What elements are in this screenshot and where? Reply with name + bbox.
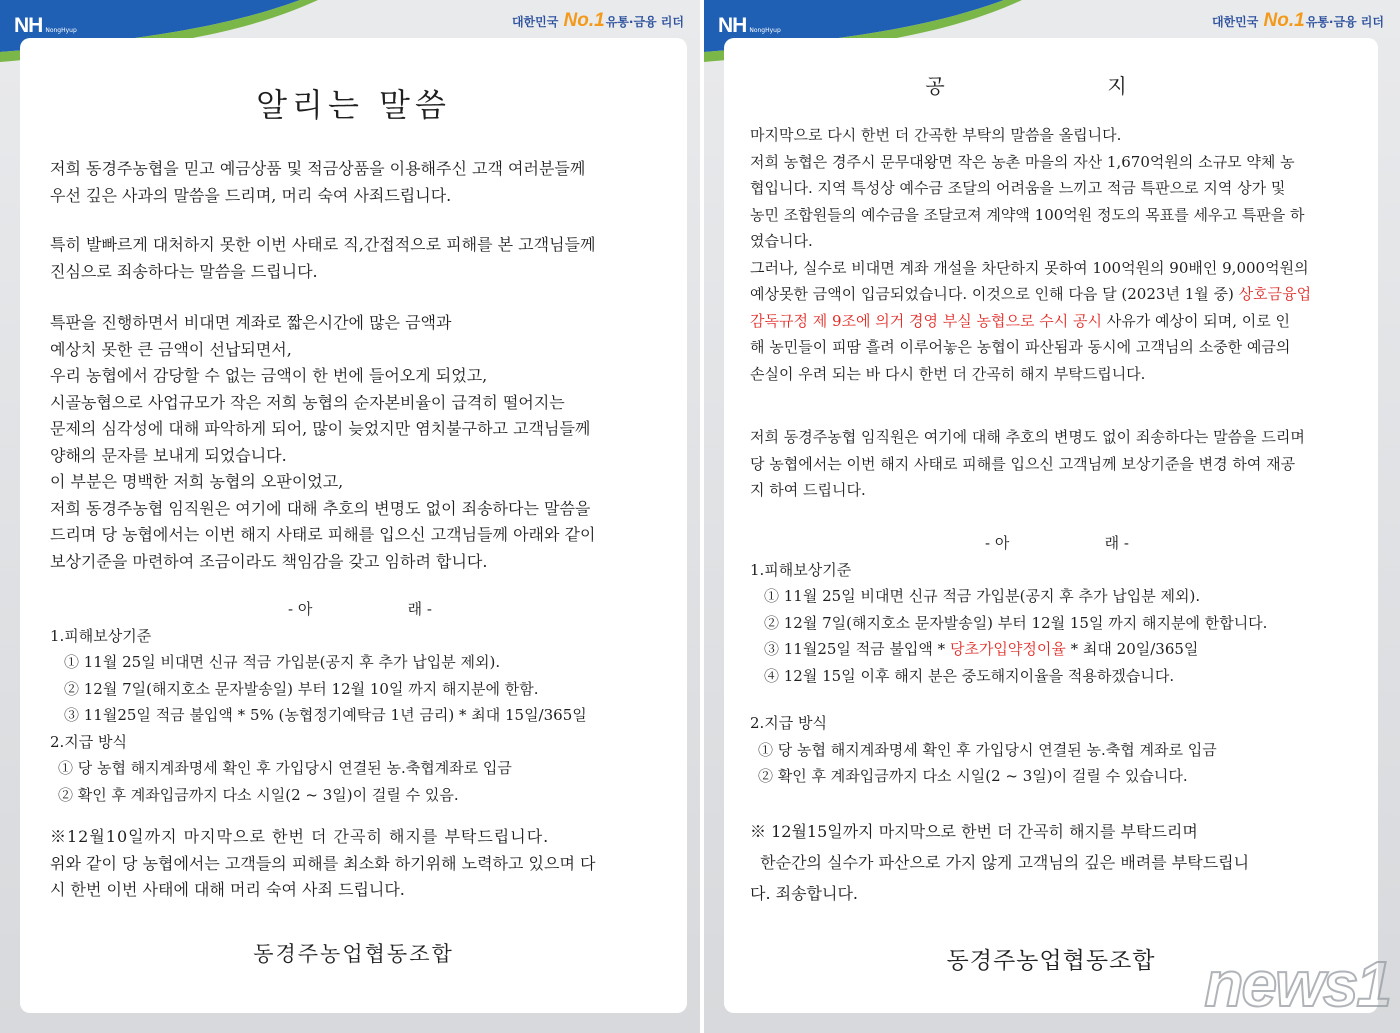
list-item: ③ 11월25일 적금 불입액 * 5% (농협정기예탁금 1년 금리) * 최대 15일/365일 <box>64 706 587 724</box>
signature: 동경주농업협동조합 <box>946 948 1156 974</box>
highlight-red: 당초가입약정이율 <box>949 640 1066 658</box>
list-item: ① 당 농협 해지계좌명세 확인 후 가입당시 연결된 농.축협 계좌로 입금 <box>758 740 1217 759</box>
signature: 동경주농업협동조합 <box>253 942 454 966</box>
paragraph-apology: 저희 동경주농협 임직원은 여기에 대해 추호의 변명도 없이 죄송하다는 말씀을 드리며 당 농협에서는 이번 해지 사태로 피해를 입으신 고객님께 보상기준을 변경 하여 재공 지 하여 드립니다. <box>750 428 1305 499</box>
section-heading: 2.지급 방식 <box>50 732 128 751</box>
notice-panel-right <box>704 0 1400 1033</box>
page-title: 알리는 말씀 <box>256 86 451 124</box>
payment-section <box>750 710 1364 790</box>
notice-document <box>724 38 1378 1013</box>
list-item: ④ 12월 15일 이후 해지 분은 중도해지이율을 적용하겠습니다. <box>764 666 1175 685</box>
nh-logo-small: NongHyup <box>45 27 77 34</box>
list-item: ② 12월 7일(해지호소 문자발송일) 부터 12월 10일 까지 해지분에 한함. <box>64 679 539 698</box>
notice-document <box>20 38 687 1013</box>
paragraph-sorry: 특히 발빠르게 대처하지 못한 이번 사태로 직,간접적으로 피해를 본 고객님들께 진심으로 죄송하다는 말씀을 드립니다. <box>50 235 596 281</box>
closing-paragraph: ※12월10일까지 마지막으로 한번 더 간곡히 해지를 부탁드립니다. 위와 같이 당 농협에서는 고객들의 피해를 최소화 하기위해 노력하고 있으며 다 시 한번 이번 사태에 대해 머리 숙여 사죄 드립니다. <box>50 827 596 899</box>
nh-logo <box>718 14 781 38</box>
closing-paragraph: ※ 12월15일까지 마지막으로 한번 더 간곡히 해지를 부탁드리며 한순간의 실수가 파산으로 가지 않게 고객님의 깊은 배려를 부탁드립니 다. 죄송합니다. <box>750 822 1250 903</box>
section-heading: 1.피해보상기준 <box>750 560 852 579</box>
below-heading: - 아 래 - <box>984 534 1129 552</box>
paragraph-explanation: 특판을 진행하면서 비대면 계좌로 짧은시간에 많은 금액과 예상치 못한 큰 금액이 선납되면서, 우리 농협에서 감당할 수 없는 금액이 한 번에 들어오게 되었고, 시골농협으로 사업규모가 작은 저희 농협의 순자본비율이 급격히 떨어지는 문제의 심각성에 대해 파악하게 되어, 많이 늦었지만 염치불구하고 고객님들께 양해의 문자를 보내게 되었습니다. 이 부분은 명백한 저희 농협의 오판이었고, 저희 동경주농협 임직원은 여기에 대해 추호의 변명도 없이 죄송하다는 말씀을 드리며 당 농협에서는 이번 해지 사태로 피해를 입으신 고객님들께 아래와 같이 보상기준을 마련하여 조금이라도 책임감을 갖고 임하려 합니다. <box>50 313 596 571</box>
news1-watermark: news1 <box>1204 948 1390 1020</box>
nh-logo-mark: NH <box>14 14 43 37</box>
slogan-no1: No.1 <box>1263 10 1305 31</box>
below-heading: - 아 래 - <box>287 600 432 618</box>
slogan: 대한민국 No.1유통·금융 리더 <box>511 10 684 31</box>
list-item: ② 12월 7일(해지호소 문자발송일) 부터 12월 15일 까지 해지분에 한합니다. <box>764 613 1268 632</box>
highlight-red: 상호금융업 <box>1238 285 1312 303</box>
compensation-section <box>750 530 1364 689</box>
list-item: ① 11월 25일 비대면 신규 적금 가입분(공지 후 추가 납입분 제외). <box>764 587 1201 605</box>
paragraph-apology: 저희 동경주농협을 믿고 예금상품 및 적금상품을 이용해주신 고객 여러분들께 우선 깊은 사과의 말씀을 드리며, 머리 숙여 사죄드립니다. <box>50 159 586 205</box>
list-item: ① 11월 25일 비대면 신규 적금 가입분(공지 후 추가 납입분 제외). <box>64 653 501 671</box>
nh-logo-mark: NH <box>718 14 747 37</box>
page-title: 공 지 <box>925 74 1177 98</box>
list-item: ② 확인 후 계좌입금까지 다소 시일(2 ~ 3일)이 걸릴 수 있음. <box>58 785 459 804</box>
section-heading: 2.지급 방식 <box>750 714 828 732</box>
nh-logo <box>14 14 77 38</box>
list-item: ③ 11월25일 적금 불입액 * 당초가입약정이율 * 최대 20일/365일 <box>764 640 1199 658</box>
slogan: 대한민국 No.1유통·금융 리더 <box>1211 10 1384 31</box>
paragraph-request: 마지막으로 다시 한번 더 간곡한 부탁의 말씀을 올립니다. 저희 농협은 경주시 문무대왕면 작은 농촌 마을의 자산 1,670억원의 소규모 약체 농 협입니다. 지역 특성상 예수금 조달의 어려움을 느끼고 적금 특판으로 지역 상가 및 농민 조합원들의 예수금을 조달코져 계약액 100억원 정도의 목표를 세우고 특판을 하 였습니다. 그러나, 실수로 비대면 계좌 개설을 차단하지 못하여 100억원의 90배인 9,000억원의 예상못한 금액이 입금되었습니다. 이것으로 인해 다음 달 (2023년 1월 중) 상호금융업 감독규정 제 9조에 의거 경영 부실 농협으로 수시 공시 사유가 예상이 되며, 이로 인 해 농민들이 피땀 흘려 이루어놓은 농협이 파산됨과 동시에 고객님의 소중한 예금의 손실이 우려 되는 바 다시 한번 더 간곡히 해지 부탁드립니다. <box>750 126 1312 383</box>
highlight-red: 감독규정 제 9조에 의거 경영 부실 농협으로 수시 공시 <box>750 311 1102 330</box>
section-heading: 1.피해보상기준 <box>50 626 152 645</box>
nh-logo-small: NongHyup <box>749 27 781 34</box>
list-item: ① 당 농협 해지계좌명세 확인 후 가입당시 연결된 농.축협계좌로 입금 <box>58 759 512 777</box>
compensation-section <box>50 596 670 808</box>
list-item: ② 확인 후 계좌입금까지 다소 시일(2 ~ 3일)이 걸릴 수 있습니다. <box>758 767 1188 785</box>
slogan-no1: No.1 <box>563 10 605 31</box>
